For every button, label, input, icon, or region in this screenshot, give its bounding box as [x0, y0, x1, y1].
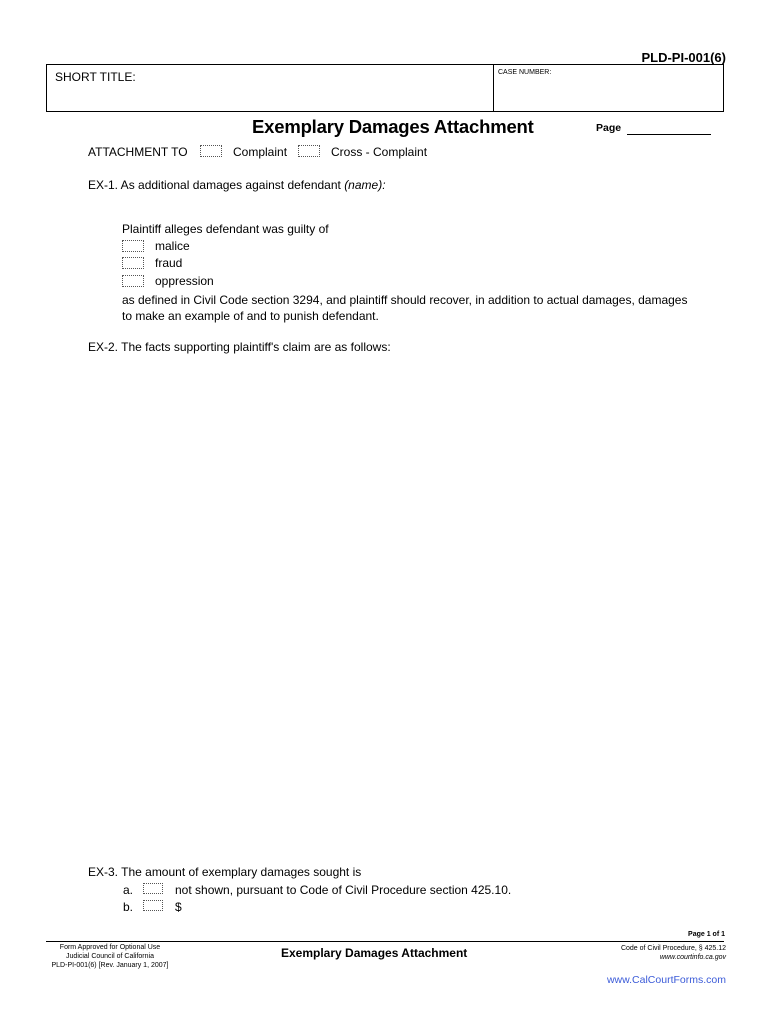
ex1-line-2: to make an example of and to punish defendant.: [122, 309, 379, 323]
attachment-label: ATTACHMENT TO: [88, 145, 188, 159]
footer-left-line-1: Form Approved for Optional Use: [59, 944, 161, 951]
form-id: PLD-PI-001(6): [641, 50, 726, 65]
oppression-label: oppression: [155, 274, 214, 288]
malice-checkbox[interactable]: [122, 240, 144, 252]
calcourtforms-link[interactable]: www.CalCourtForms.com: [606, 974, 726, 986]
oppression-checkbox[interactable]: [122, 275, 144, 287]
footer-left-line-3: PLD-PI-001(6) [Rev. January 1, 2007]: [51, 962, 169, 969]
cross-complaint-checkbox[interactable]: [298, 145, 320, 157]
ex3-b-text: $: [175, 900, 182, 914]
ex2-facts-field[interactable]: [88, 360, 724, 860]
footer-citation: [621, 944, 726, 962]
complaint-checkbox[interactable]: [200, 145, 222, 157]
ex3-a-label: a.: [123, 883, 134, 897]
ex3-b-label: b.: [123, 900, 134, 914]
footer-left-line-2: Judicial Council of California: [66, 953, 154, 960]
short-title-field[interactable]: [47, 65, 494, 111]
ex1-text: [88, 178, 386, 192]
cross-complaint-label: Cross - Complaint: [331, 145, 428, 159]
case-number-field[interactable]: CASE NUMBER:: [498, 69, 552, 76]
footer-approval: [40, 943, 180, 970]
ex1-name-label: (name):: [344, 178, 386, 192]
fraud-checkbox[interactable]: [122, 257, 144, 269]
ex1-label: EX-1. As additional damages against defendant: [88, 178, 341, 192]
not-shown-checkbox[interactable]: [143, 883, 163, 894]
ex1-alleges: Plaintiff alleges defendant was guilty of: [122, 222, 329, 236]
footer-right-line-1: Code of Civil Procedure, § 425.12: [620, 945, 726, 952]
page-label: Page: [596, 122, 622, 134]
page-of: Page 1 of 1: [688, 931, 725, 938]
footer-right-line-2[interactable]: www.courtinfo.ca.gov: [659, 954, 726, 961]
footer-divider: [46, 941, 724, 942]
ex3-text: EX-3. The amount of exemplary damages sought is: [88, 865, 362, 879]
caption-box: [46, 64, 724, 112]
short-title-label: SHORT TITLE:: [55, 70, 136, 84]
ex2-text: EX-2. The facts supporting plaintiff's claim are as follows:: [88, 340, 391, 354]
footer-title: Exemplary Damages Attachment: [281, 946, 468, 960]
fraud-label: fraud: [155, 256, 183, 270]
document-title: Exemplary Damages Attachment: [252, 116, 534, 137]
ex1-line-1: as defined in Civil Code section 3294, and plaintiff should recover, in addition to actual damages, damages: [122, 293, 688, 307]
malice-label: malice: [155, 239, 190, 253]
ex3-a-text: not shown, pursuant to Code of Civil Procedure section 425.10.: [175, 883, 512, 897]
amount-checkbox[interactable]: [143, 900, 163, 911]
page-number-field[interactable]: [627, 134, 711, 135]
complaint-label: Complaint: [233, 145, 288, 159]
